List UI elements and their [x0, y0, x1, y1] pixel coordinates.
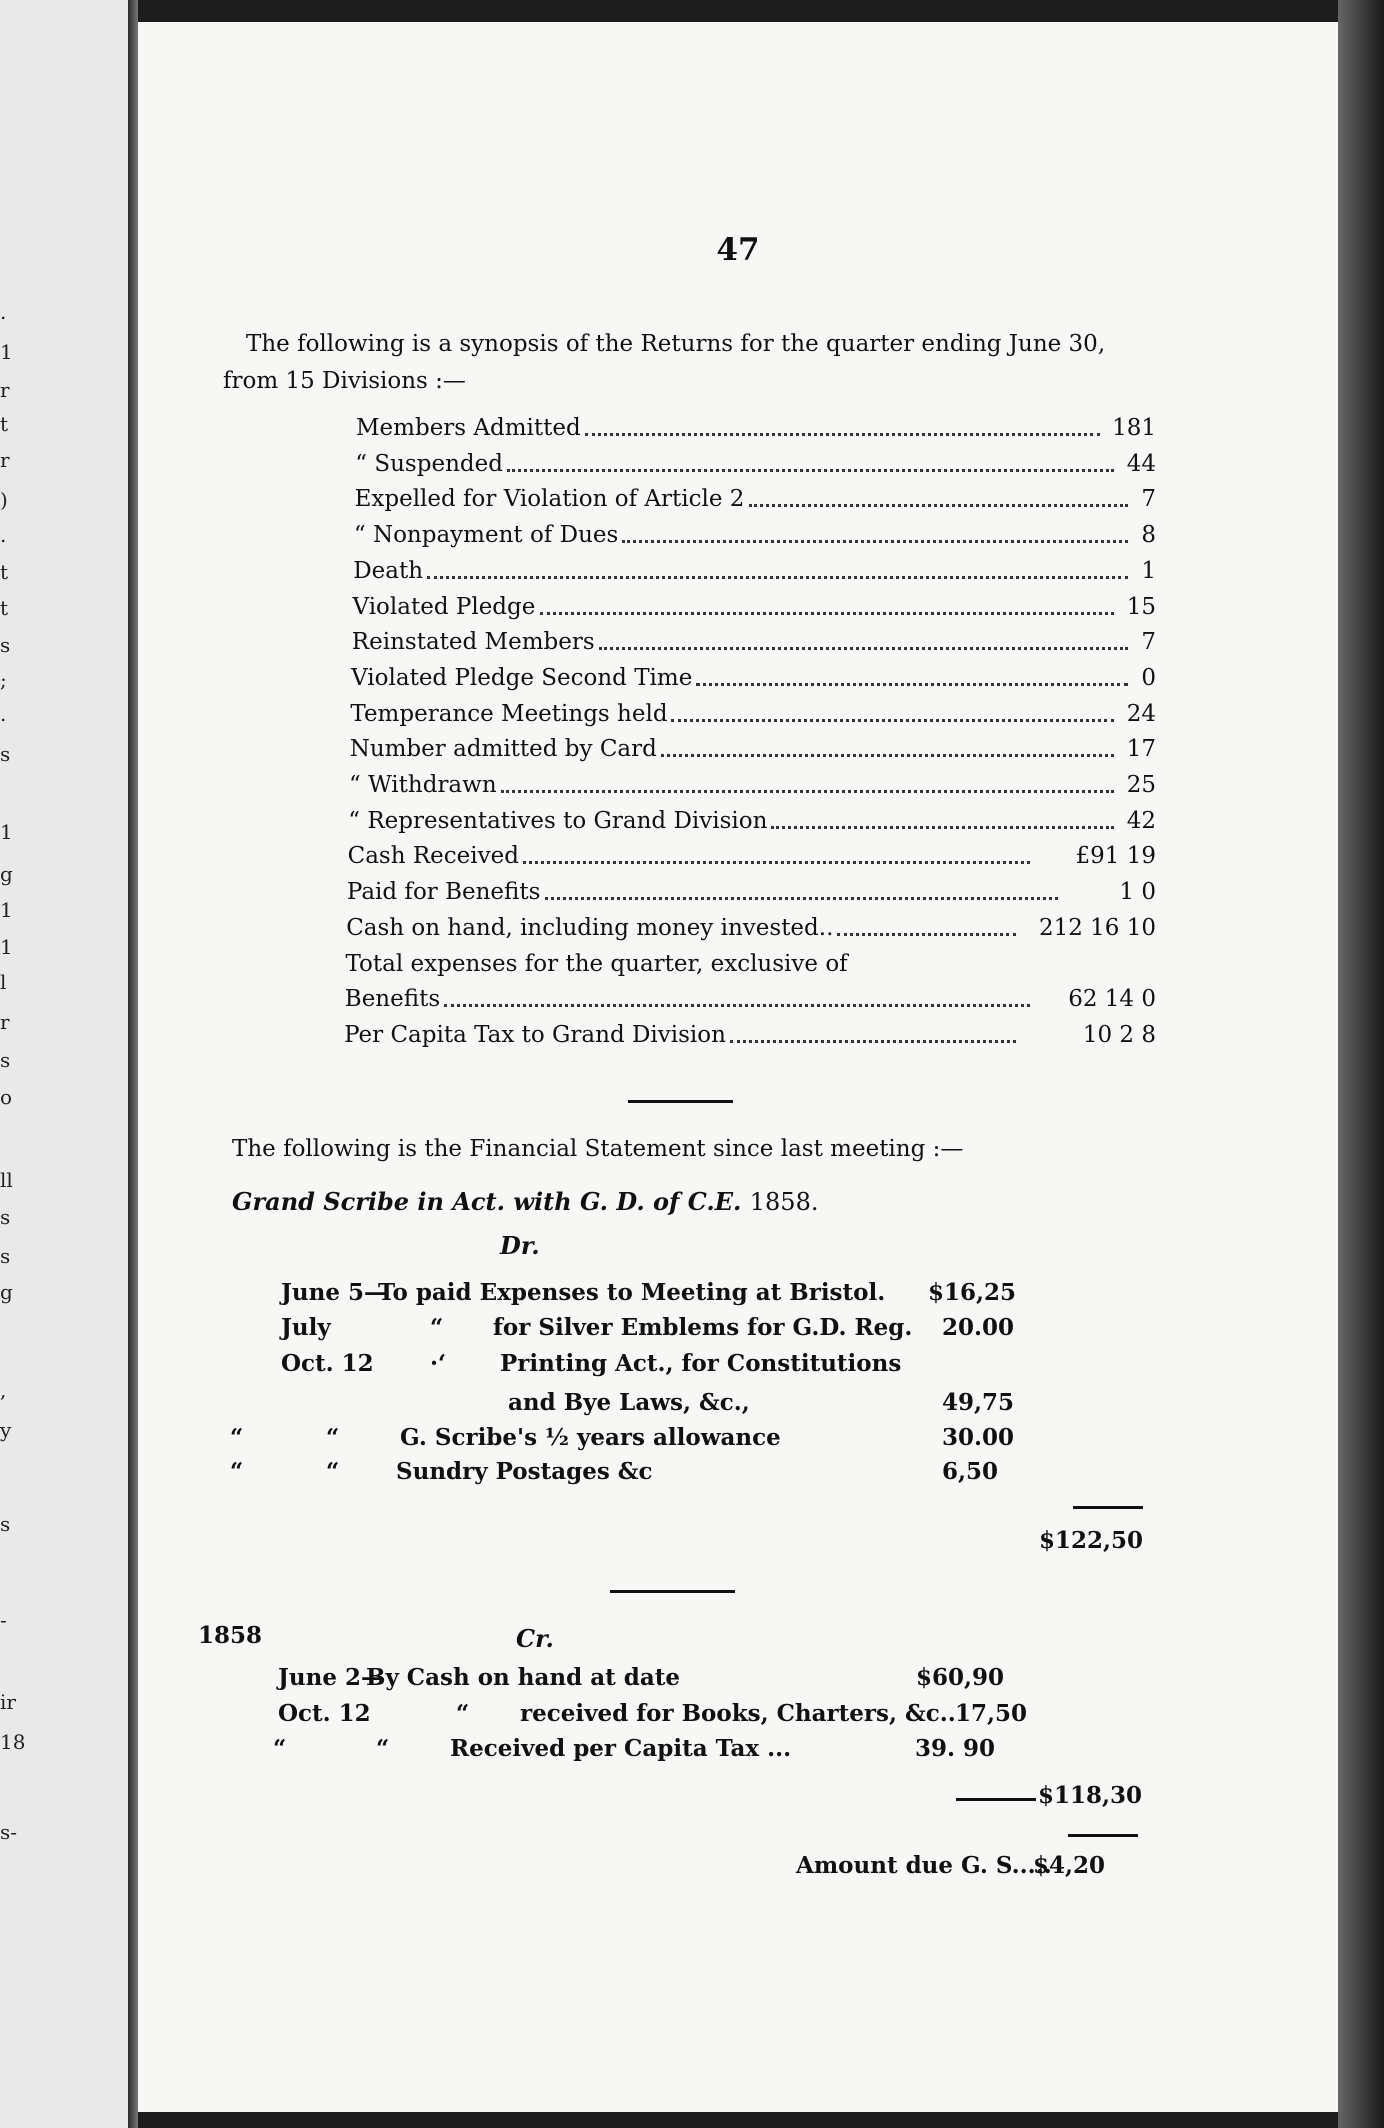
synopsis-label: “ Withdrawn [349, 772, 497, 798]
synopsis-value: 42 [1126, 807, 1156, 834]
cr-total: $118,30 [1038, 1782, 1143, 1809]
synopsis-value: 181 [1112, 415, 1156, 441]
dot-leader [622, 538, 1128, 543]
dot-leader [696, 681, 1128, 686]
margin-glyph: . [0, 523, 7, 547]
synopsis-value: 24 [1126, 700, 1156, 727]
section-divider-2 [610, 1590, 735, 1593]
cr-entry-text: By Cash on hand at date [366, 1664, 680, 1691]
cr-entry-amount: $60,90 [916, 1664, 1005, 1691]
dot-leader [771, 824, 1114, 829]
synopsis-label: Cash Received [347, 843, 519, 870]
account-title-text: Grand Scribe in Act. with G. D. of C.E. [232, 1187, 742, 1216]
margin-glyph: s [0, 1512, 11, 1536]
cr-entry-ditto: “ [456, 1700, 470, 1727]
cr-entry-date: June 2— [278, 1664, 384, 1691]
margin-glyph: r [0, 378, 10, 402]
margin-glyph: . [0, 300, 7, 324]
synopsis-label: Temperance Meetings held [350, 700, 668, 727]
cr-entry-date: Oct. 12 [278, 1700, 371, 1727]
dr-entry-date: “ [230, 1424, 244, 1451]
amount-due-label: Amount due G. S..... [796, 1852, 1052, 1879]
dot-leader [599, 645, 1128, 650]
dot-leader [523, 859, 1030, 864]
dot-leader [837, 931, 1016, 936]
margin-glyph: r [0, 1010, 10, 1034]
synopsis-label: Members Admitted [356, 415, 581, 441]
synopsis-value: 1 [1141, 557, 1156, 584]
margin-glyph: 1 [0, 935, 13, 959]
page-number: 47 [716, 232, 760, 268]
synopsis-value: 8 [1141, 522, 1156, 549]
margin-glyph: s [0, 1244, 11, 1268]
synopsis-value: 17 [1126, 736, 1156, 763]
dr-entry-amount: 6,50 [942, 1458, 999, 1485]
synopsis-value: 212 16 10 [1038, 914, 1156, 941]
margin-glyph: ) [0, 488, 8, 512]
dr-entry-date: “ [230, 1458, 244, 1485]
dr-entry-text: for Silver Emblems for G.D. Reg. [493, 1314, 913, 1341]
facing-page-margin-text [0, 0, 128, 2128]
margin-glyph: s [0, 742, 11, 766]
cr-entry-text: received for Books, Charters, &c.. [520, 1700, 956, 1727]
dot-leader [671, 717, 1114, 722]
margin-glyph: 1 [0, 898, 13, 922]
dr-entry-amount: 20.00 [942, 1314, 1015, 1341]
dot-leader [730, 1038, 1016, 1043]
dr-label: Dr. [500, 1231, 540, 1260]
margin-glyph: ir [0, 1690, 16, 1714]
synopsis-label: Paid for Benefits [346, 879, 541, 906]
synopsis-label: Number admitted by Card [349, 736, 657, 763]
dr-entry-text: Sundry Postages &c [396, 1458, 653, 1485]
synopsis-label: Total expenses for the quarter, exclusive of [345, 950, 848, 977]
page-edge-shadow [1338, 0, 1384, 2128]
dr-entry-text: Printing Act., for Constitutions [500, 1350, 902, 1377]
synopsis-value: 7 [1141, 629, 1156, 656]
margin-glyph: , [0, 1378, 7, 1402]
margin-glyph: ll [0, 1168, 13, 1192]
dr-entry-text: G. Scribe's ½ years allowance [400, 1424, 781, 1451]
dot-leader [749, 502, 1128, 507]
dr-total-rule [1073, 1506, 1143, 1509]
cr-entry-amount: 39. 90 [915, 1735, 996, 1762]
dot-leader [545, 895, 1058, 900]
dr-total: $122,50 [1038, 1527, 1143, 1554]
synopsis-value: 15 [1126, 593, 1156, 620]
synopsis-value: 7 [1141, 486, 1156, 513]
synopsis-label: “ Nonpayment of Dues [353, 522, 619, 549]
synopsis-value: 25 [1126, 772, 1156, 798]
dr-entry-date: Oct. 12 [281, 1350, 374, 1377]
margin-glyph: o [0, 1085, 13, 1109]
dot-leader [661, 752, 1114, 757]
margin-glyph: 1 [0, 340, 13, 364]
account-title [232, 1188, 818, 1216]
dr-entry-amount: 30.00 [942, 1424, 1015, 1451]
synopsis-value: 10 2 8 [1082, 1021, 1156, 1048]
synopsis-label: Violated Pledge Second Time [351, 664, 693, 691]
dr-entry-date: June 5— [281, 1279, 387, 1306]
dr-entry-amount: 49,75 [942, 1389, 1015, 1416]
synopsis-label: Violated Pledge [352, 593, 536, 620]
synopsis-label: Per Capita Tax to Grand Division [344, 1021, 726, 1048]
synopsis-label: “ Suspended [355, 450, 503, 477]
synopsis-value: 62 14 0 [1068, 986, 1156, 1013]
cr-entry-text: Received per Capita Tax ... [450, 1735, 792, 1762]
synopsis-value: 44 [1126, 450, 1156, 477]
dot-leader [427, 574, 1128, 579]
dr-entry-ditto: ·‘ [430, 1350, 447, 1377]
synopsis-value: 0 [1141, 664, 1156, 691]
margin-glyph: g [0, 1280, 13, 1304]
synopsis-label: Benefits [344, 986, 441, 1013]
dr-entry-ditto: “ [430, 1314, 444, 1341]
section-divider [628, 1100, 733, 1103]
margin-glyph: g [0, 862, 13, 886]
margin-glyph: t [0, 412, 9, 436]
margin-glyph: s- [0, 1820, 18, 1844]
dot-leader [540, 610, 1114, 615]
margin-glyph: . [0, 702, 7, 726]
cr-total-dash [956, 1798, 1036, 1801]
cr-label: Cr. [516, 1624, 554, 1653]
dr-entry-ditto: “ [326, 1424, 340, 1451]
cr-entry-date: “ [273, 1735, 287, 1762]
dr-entry-date: July [281, 1314, 331, 1341]
margin-glyph: 1 [0, 820, 13, 844]
margin-glyph: ; [0, 668, 7, 692]
book-gutter [128, 0, 138, 2128]
synopsis-label: Death [353, 557, 424, 584]
dot-leader [501, 788, 1114, 793]
margin-glyph: - [0, 1608, 7, 1632]
margin-glyph: t [0, 596, 9, 620]
dr-entry-ditto: “ [326, 1458, 340, 1485]
intro-line-1: The following is a synopsis of the Returns for the quarter ending June 30, [246, 331, 1106, 357]
margin-glyph: y [0, 1418, 12, 1442]
cr-year: 1858 [198, 1622, 263, 1649]
dot-leader [585, 431, 1100, 436]
synopsis-label: Reinstated Members [351, 629, 595, 656]
synopsis-value: 1 0 [1119, 879, 1156, 906]
intro-line-2: from 15 Divisions :— [223, 368, 466, 394]
dr-entry-text: and Bye Laws, &c., [508, 1389, 750, 1416]
margin-glyph: s [0, 1205, 11, 1229]
dot-leader [507, 467, 1114, 472]
dot-leader [444, 1002, 1030, 1007]
dr-entry-amount: $16,25 [928, 1279, 1017, 1306]
margin-glyph: 18 [0, 1730, 26, 1754]
synopsis-label: Cash on hand, including money invested.. [346, 914, 834, 941]
amount-due-value: $4,20 [1033, 1852, 1106, 1879]
cr-entry-ditto: “ [376, 1735, 390, 1762]
document-page [138, 22, 1338, 2112]
synopsis-label: “ Representatives to Grand Division [348, 807, 768, 834]
margin-glyph: r [0, 448, 10, 472]
account-year: 1858. [749, 1188, 819, 1216]
synopsis-value: £91 19 [1075, 843, 1156, 870]
dr-entry-text: To paid Expenses to Meeting at Bristol. [378, 1279, 886, 1306]
cr-entry-amount: 17,50 [955, 1700, 1028, 1727]
cr-total-rule [1068, 1834, 1138, 1837]
synopsis-label: Expelled for Violation of Article 2 [354, 486, 745, 513]
margin-glyph: s [0, 1048, 11, 1072]
margin-glyph: s [0, 633, 11, 657]
margin-glyph: t [0, 560, 9, 584]
financial-heading: The following is the Financial Statement since last meeting :— [232, 1136, 964, 1162]
margin-glyph: l [0, 970, 7, 994]
